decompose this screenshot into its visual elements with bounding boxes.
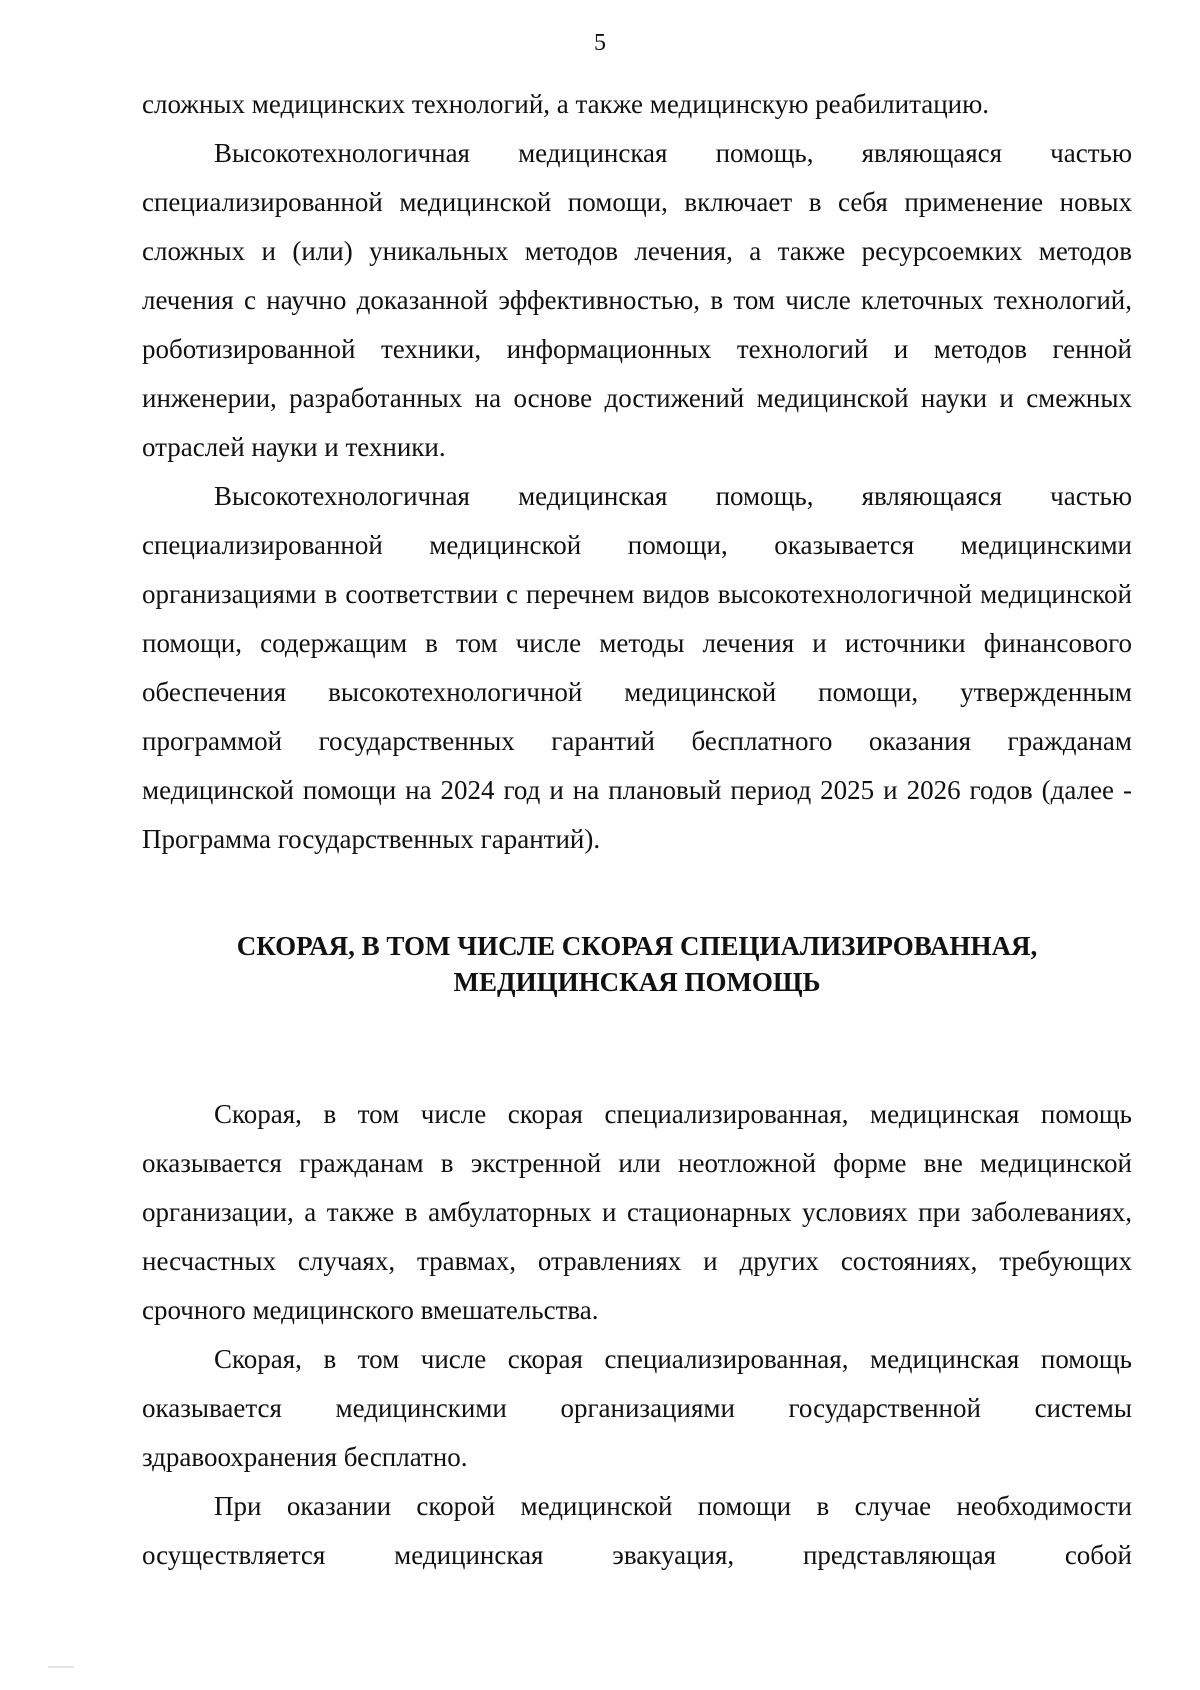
text-block-lower — [142, 1090, 1132, 1580]
section-heading-line-2: МЕДИЦИНСКАЯ ПОМОЩЬ — [453, 967, 821, 997]
section-heading — [142, 928, 1132, 1000]
paragraph-medical-evacuation: При оказании скорой медицинской помощи в случае необходимости осуществляется медицинская эвакуация, представляющая собой — [142, 1491, 1132, 1570]
section-heading-line-1: СКОРАЯ, В ТОМ ЧИСЛЕ СКОРАЯ СПЕЦИАЛИЗИРОВАННАЯ, — [236, 931, 1038, 961]
paragraph-emergency-definition: Скорая, в том числе скорая специализированная, медицинская помощь оказывается гражданам в экстренной или неотложной форме вне медицинской организации, а также в амбулаторных и стационарных условиях при заболеваниях, несчастных случаях, травмах, отравлениях и других состояниях, требующих срочного медицинского вмешательства. — [142, 1099, 1132, 1325]
scan-artifact — [48, 1666, 74, 1668]
page-number: 5 — [594, 30, 606, 56]
paragraph-emergency-free: Скорая, в том числе скорая специализированная, медицинская помощь оказывается медицинскими организациями государственной системы здравоохранения бесплатно. — [142, 1344, 1132, 1472]
paragraph-high-tech-provision: Высокотехнологичная медицинская помощь, являющаяся частью специализированной медицинской помощи, оказывается медицинскими организациями в соответствии с перечнем видов высокотехнологичной медицинской помощи, содержащим в том числе методы лечения и источники финансового обеспечения высокотехнологичной медицинской помощи, утвержденным программой государственных гарантий бесплатного оказания гражданам медицинской помощи на 2024 год и на плановый период 2025 и 2026 годов (далее - Программа государственных гарантий). — [142, 481, 1132, 854]
paragraph-high-tech-definition: Высокотехнологичная медицинская помощь, являющаяся частью специализированной медицинской помощи, включает в себя применение новых сложных и (или) уникальных методов лечения, а также ресурсоемких методов лечения с научно доказанной эффективностью, в том числе клеточных технологий, роботизированной техники, информационных технологий и методов генной инженерии, разработанных на основе достижений медицинской науки и смежных отраслей науки и техники. — [142, 138, 1132, 462]
paragraph-continuation: сложных медицинских технологий, а также медицинскую реабилитацию. — [142, 89, 990, 119]
text-block-upper — [142, 80, 1132, 864]
